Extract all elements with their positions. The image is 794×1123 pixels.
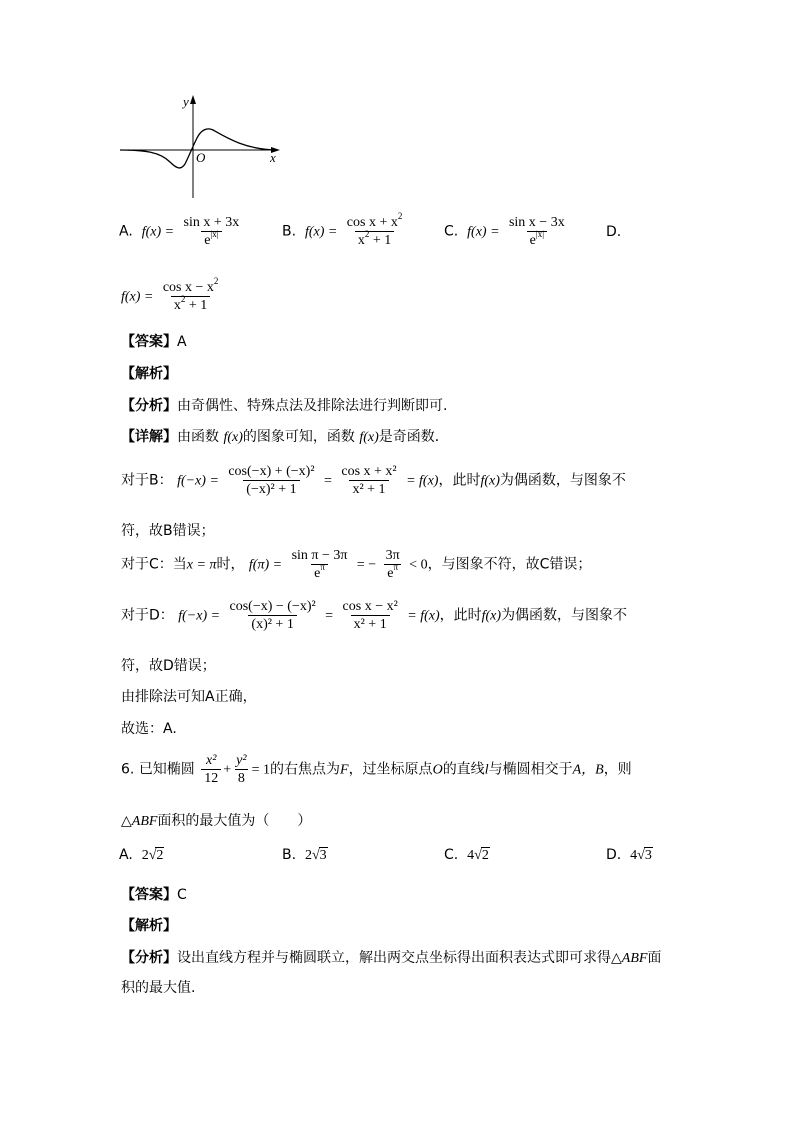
y-axis-arrow — [190, 95, 196, 104]
q5-choose: 故选：A. — [121, 721, 177, 737]
q6-fenxi-cont: 积的最大值. — [121, 980, 196, 996]
q6-answer: 【答案】C — [121, 887, 187, 903]
q5-option-b: B. f(x) = $\frac{\cos x + x^2}{x^2 + 1}$ — [282, 211, 403, 248]
origin-label: O — [196, 150, 206, 165]
q6-option-a: A. 2√2 — [119, 847, 164, 863]
x-axis-label: x — [270, 150, 276, 165]
q5-check-b-cont: 符，故B错误； — [121, 523, 215, 539]
q6-option-b: B. 2√3 — [282, 847, 327, 863]
q6-stem: 6. 已知椭圆 $\frac{\text{x²}}{12}$ + $\frac{\text{y²}}{8}$ = 1的右焦点为F，过坐标原点O的直线l与椭圆相交于A，B，则 — [121, 753, 632, 786]
q5-fenxi: 【分析】由奇偶性、特殊点法及排除法进行判断即可. — [121, 398, 448, 414]
q5-option-a: A. f(x) = $\frac{\text{sin x + 3x}}{e^{|x|}}$ — [119, 215, 240, 248]
q5-check-b: 对于B： f(−x) = $\frac{\text{cos(−x) + (−x)²}}{\text{(−x)² + 1}}$ = $\frac{\text{cos x + x²}}{\text{x² + 1}}$ = f(x)，此时f(x)为偶函数，与图象不 — [121, 464, 626, 497]
q5-analysis-tag: 【解析】 — [121, 366, 177, 382]
y-axis-label: y — [183, 94, 189, 109]
q5-check-c: 对于C：当x = π时， f(π) = $\frac{\text{sin π − 3π}}{e^\pi}$ = − $\frac{3\pi}{e^\pi}$ < 0，与图象不符，故C错误； — [121, 548, 592, 581]
q6-stem-cont: △ABF面积的最大值为（ ） — [121, 813, 312, 829]
q5-check-d: 对于D： f(−x) = $\frac{\text{cos(−x) − (−x)²}}{\text{(x)² + 1}}$ = $\frac{\text{cos x − x²}}{\text{x² + 1}}$ = f(x)，此时f(x)为偶函数，与图象不 — [121, 599, 628, 632]
q6-option-c: C. 4√2 — [444, 847, 489, 863]
q6-option-d: D. 4√3 — [606, 847, 652, 863]
function-graph — [115, 92, 285, 204]
q5-check-d-cont: 符，故D错误； — [121, 658, 216, 674]
q5-conclusion: 由排除法可知A正确， — [121, 689, 257, 705]
q6-fenxi: 【分析】设出直线方程并与椭圆联立，解出两交点坐标得出面积表达式即可求得△ABF面 — [121, 950, 662, 966]
q5-option-c: C. f(x) = $\frac{\text{sin x − 3x}}{e^{|x|}}$ — [444, 215, 565, 248]
q5-answer: 【答案】A — [121, 334, 187, 350]
q5-option-d: f(x) = $\frac{\cos x - x^2}{x^2 + 1}$ — [121, 276, 219, 313]
q5-detail: 【详解】由函数 f(x)的图象可知，函数 f(x)是奇函数． — [121, 429, 449, 445]
q5-option-d-letter: D. — [606, 224, 622, 240]
q6-analysis-tag: 【解析】 — [121, 918, 177, 934]
